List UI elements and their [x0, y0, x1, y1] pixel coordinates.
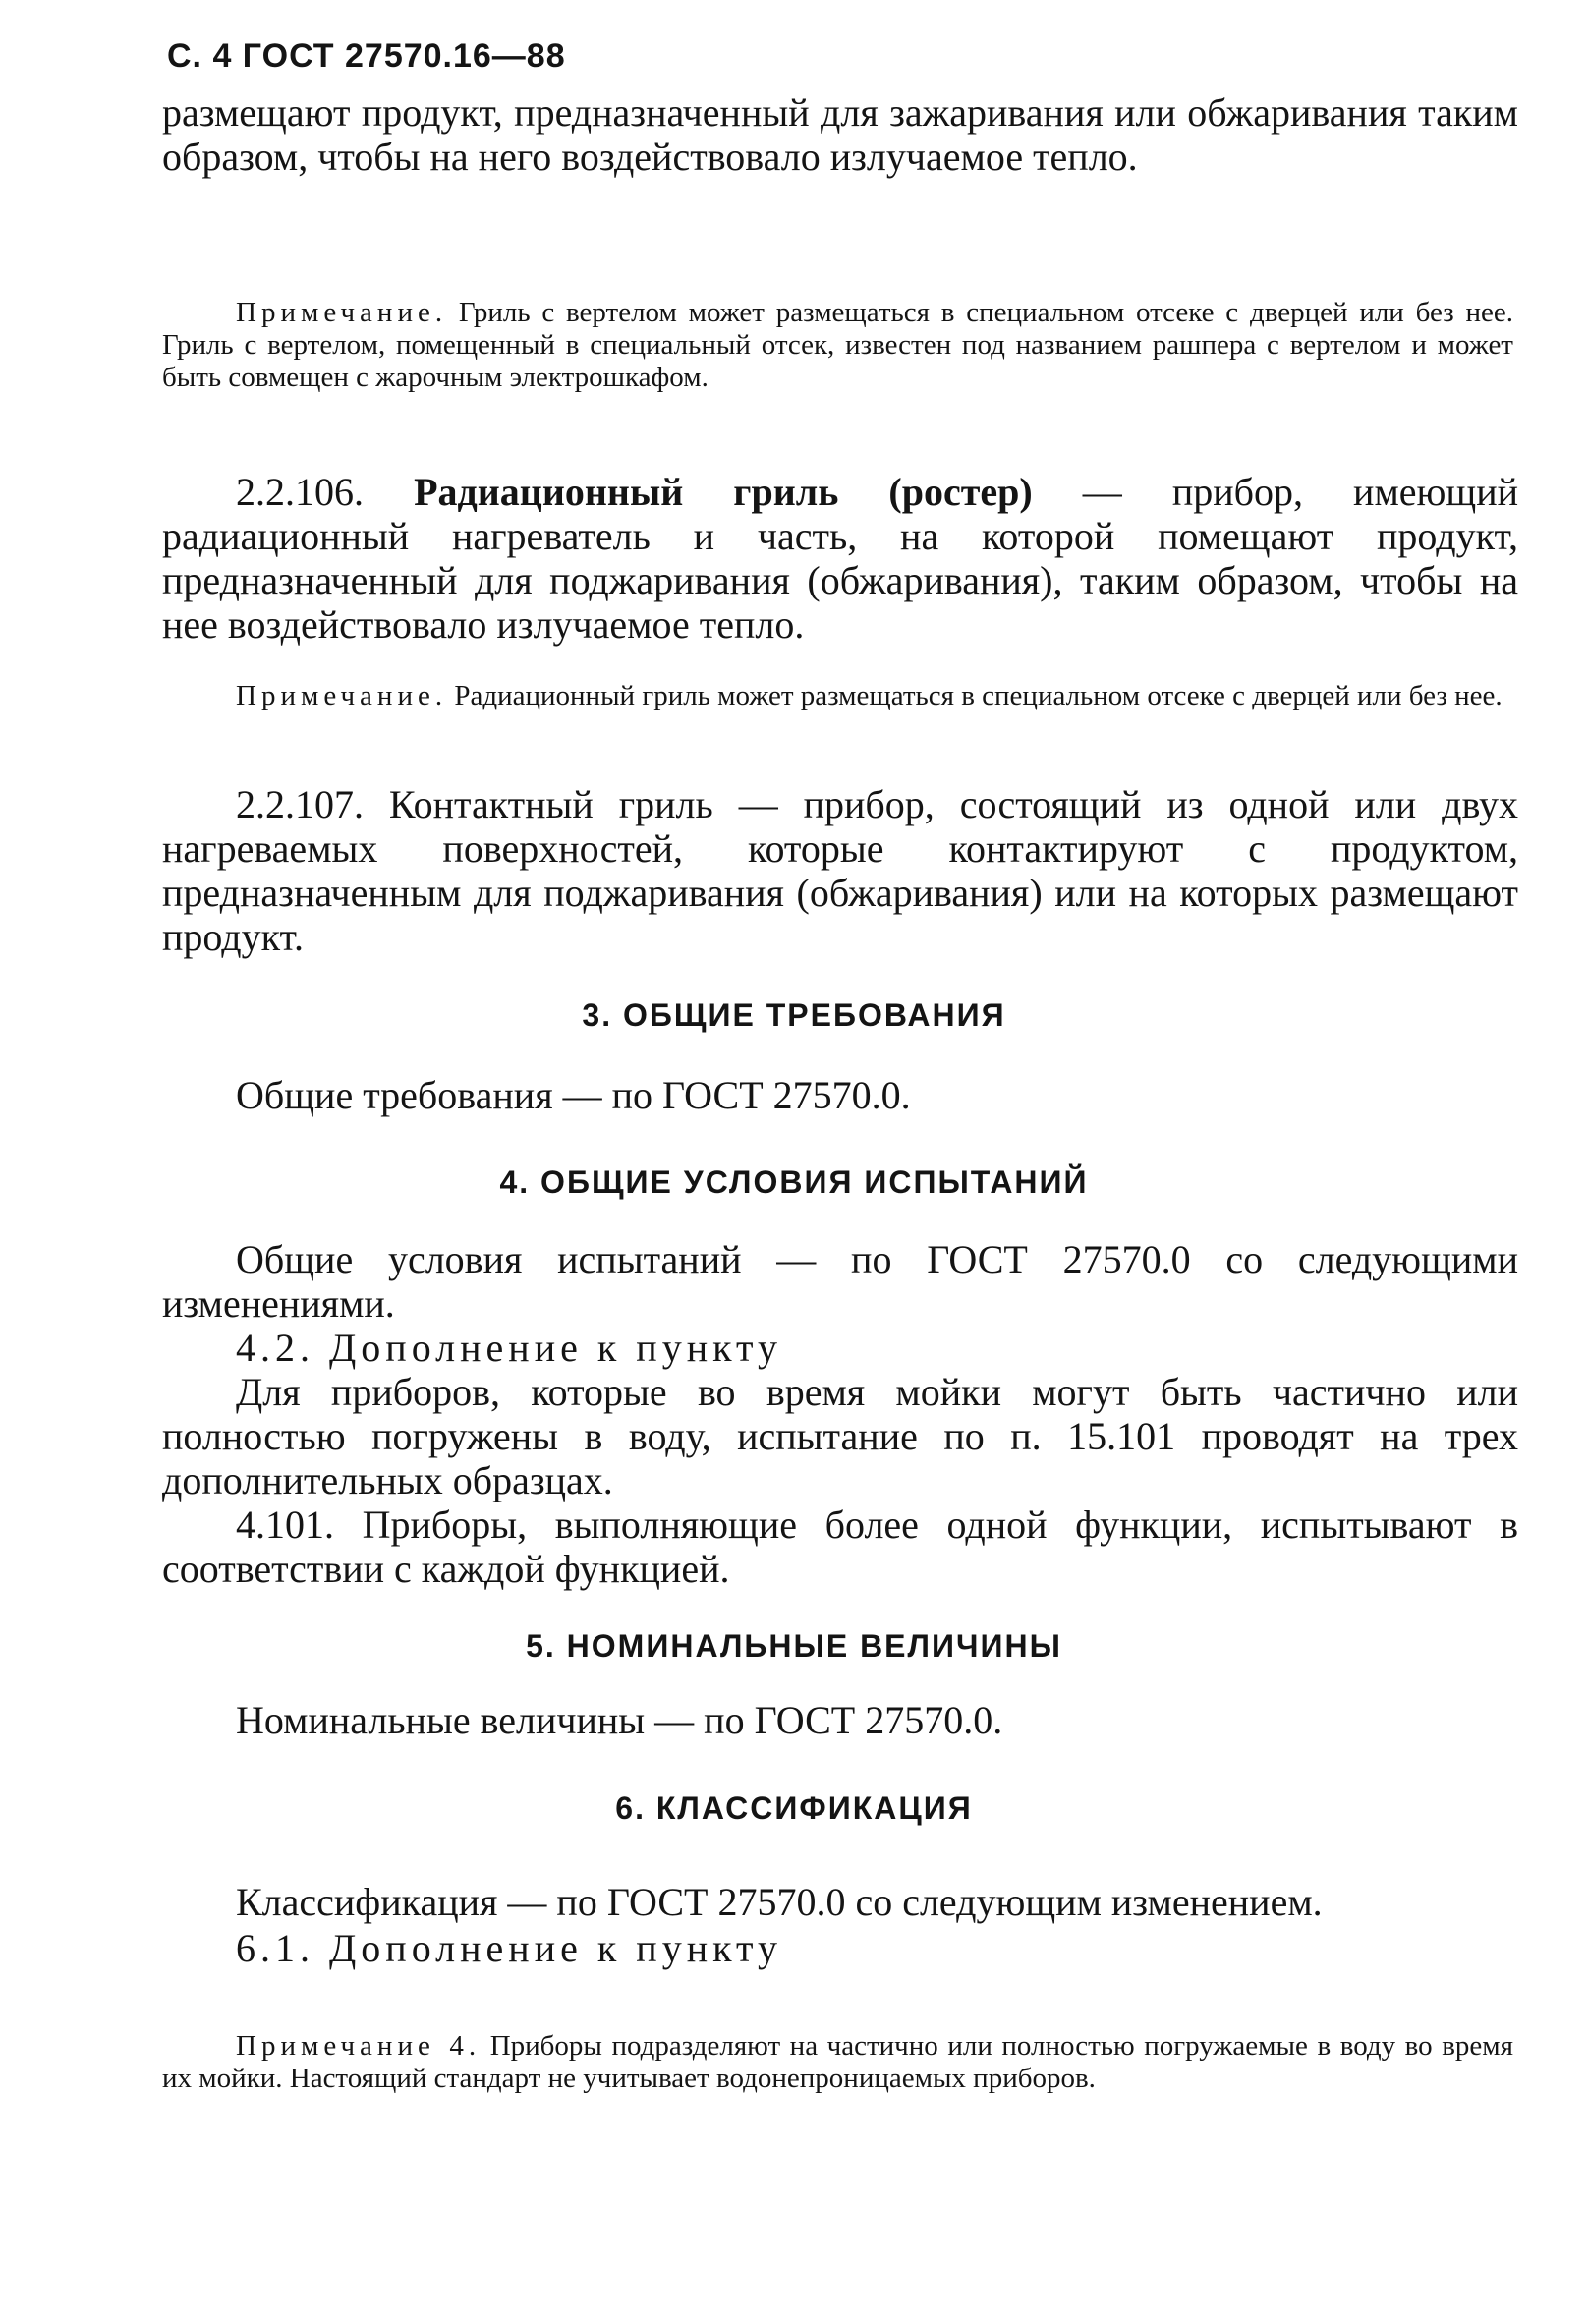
note-text: Радиационный гриль может размещаться в специальном отсеке с дверцей или без нее.	[447, 680, 1503, 711]
section-6-subclause: 6.1. Дополнение к пункту	[236, 1926, 782, 1970]
section-4-heading: 4. ОБЩИЕ УСЛОВИЯ ИСПЫТАНИЙ	[499, 1164, 1089, 1200]
note-text: Гриль с вертелом может размещаться в специальном отсеке с дверцей или без нее. Гриль с вертелом, помещенный в специальный отсек, известен под названием рашпера с вертелом и может быть совмещен с жарочным электрошкафом.	[162, 297, 1513, 393]
section-4-paragraph-1: Для приборов, которые во время мойки могут быть частично или полностью погружены в воду, испытание по п. 15.101 проводят на трех дополнительных образцах.	[162, 1370, 1518, 1502]
note-label: Примечание 4.	[236, 2030, 482, 2062]
section-5-heading: 5. НОМИНАЛЬНЫЕ ВЕЛИЧИНЫ	[526, 1628, 1062, 1664]
section-6-heading: 6. КЛАССИФИКАЦИЯ	[615, 1790, 973, 1826]
clause-2-2-107: 2.2.107. Контактный гриль — прибор, состоящий из одной или двух нагреваемых поверхностей, которые контактируют с продуктом, предназначенным для поджаривания (обжаривания) или на которых размещают продукт.	[162, 782, 1518, 959]
section-6-text: Классификация — по ГОСТ 27570.0 со следующим изменением.	[236, 1880, 1323, 1924]
clause-text: — прибор, имеющий радиационный нагреватель и часть, на которой помещают продукт, предназначенный для поджаривания (обжаривания), таким образом, чтобы на нее воздействовало излучаемое тепло.	[162, 470, 1518, 647]
section-5-text: Номинальные величины — по ГОСТ 27570.0.	[236, 1698, 1003, 1742]
section-4-subclause: 4.2. Дополнение к пункту	[236, 1326, 782, 1370]
clause-term: Радиационный гриль (ростер)	[414, 470, 1033, 514]
section-4-paragraph-2: 4.101. Приборы, выполняющие более одной функции, испытывают в соответствии с каждой функцией.	[162, 1502, 1518, 1591]
paragraph-continuation: размещают продукт, предназначенный для зажаривания или обжаривания таким образом, чтобы на него воздействовало излучаемое тепло.	[162, 90, 1518, 179]
note-radiant-grill	[162, 680, 1513, 712]
note-text: Приборы подразделяют на частично или полностью погружаемые в воду во время их мойки. Настоящий стандарт не учитывает водонепроницаемых приборов.	[162, 2030, 1513, 2094]
section-3-text: Общие требования — по ГОСТ 27570.0.	[236, 1073, 911, 1117]
note-spit-grill	[162, 297, 1513, 394]
note-4	[162, 2030, 1513, 2095]
section-3-heading: 3. ОБЩИЕ ТРЕБОВАНИЯ	[582, 997, 1006, 1033]
note-label: Примечание.	[236, 297, 448, 328]
clause-2-2-106	[162, 470, 1518, 647]
section-4-text: Общие условия испытаний — по ГОСТ 27570.0 со следующими изменениями.	[162, 1237, 1518, 1326]
clause-number: 2.2.106.	[236, 470, 415, 514]
note-label: Примечание.	[236, 680, 448, 711]
page-header: С. 4 ГОСТ 27570.16—88	[167, 37, 566, 75]
